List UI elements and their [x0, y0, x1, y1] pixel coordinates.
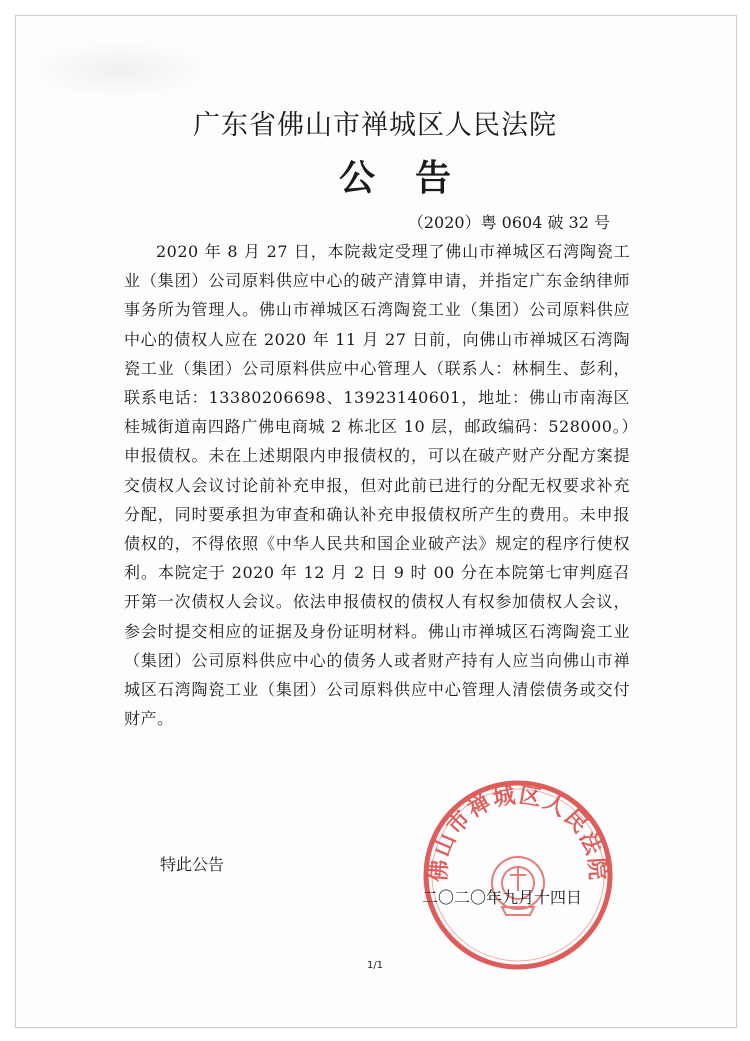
issue-date: 二〇二〇年九月十四日: [421, 888, 582, 907]
closing-statement: 特此公告: [160, 855, 225, 874]
case-number: （2020）粤 0604 破 32 号: [407, 213, 610, 232]
seal-text: 佛山市禅城区人民法院: [426, 783, 610, 883]
notice-title: 公告: [338, 158, 491, 199]
scan-artifact: [30, 40, 210, 100]
court-name: 广东省佛山市禅城区人民法院: [193, 110, 557, 141]
page-number: 1/1: [366, 960, 384, 971]
notice-body: 2020 年 8 月 27 日，本院裁定受理了佛山市禅城区石湾陶瓷工业（集团）公司原料供应中心的破产清算申请，并指定广东金纳律师事务所为管理人。佛山市禅城区石湾陶瓷工业（集团）公司原料供应中心的债权人应在 2020 年 11 月 27 日前，向佛山市禅城区石湾陶瓷工业（集团）公司原料供应中心管理人（联系人：林桐生、彭利，联系电话：13380206698、13923140601，地址：佛山市南海区桂城街道南四路广佛电商城 2 栋北区 10 层，邮政编码：528000。）申报债权。未在上述期限内申报债权的，可以在破产财产分配方案提交债权人会议讨论前补充申报，但对此前已进行的分配无权要求补充分配，同时要承担为审查和确认补充申报债权所产生的费用。未申报债权的，不得依照《中华人民共和国企业破产法》规定的程序行使权利。本院定于 2020 年 12 月 2 日 9 时 00 分在本院第七审判庭召开第一次债权人会议。依法申报债权的债权人有权参加债权人会议，参会时提交相应的证据及身份证明材料。佛山市禅城区石湾陶瓷工业（集团）公司原料供应中心的债务人或者财产持有人应当向佛山市禅城区石湾陶瓷工业（集团）公司原料供应中心管理人清偿债务或交付财产。: [124, 242, 630, 729]
